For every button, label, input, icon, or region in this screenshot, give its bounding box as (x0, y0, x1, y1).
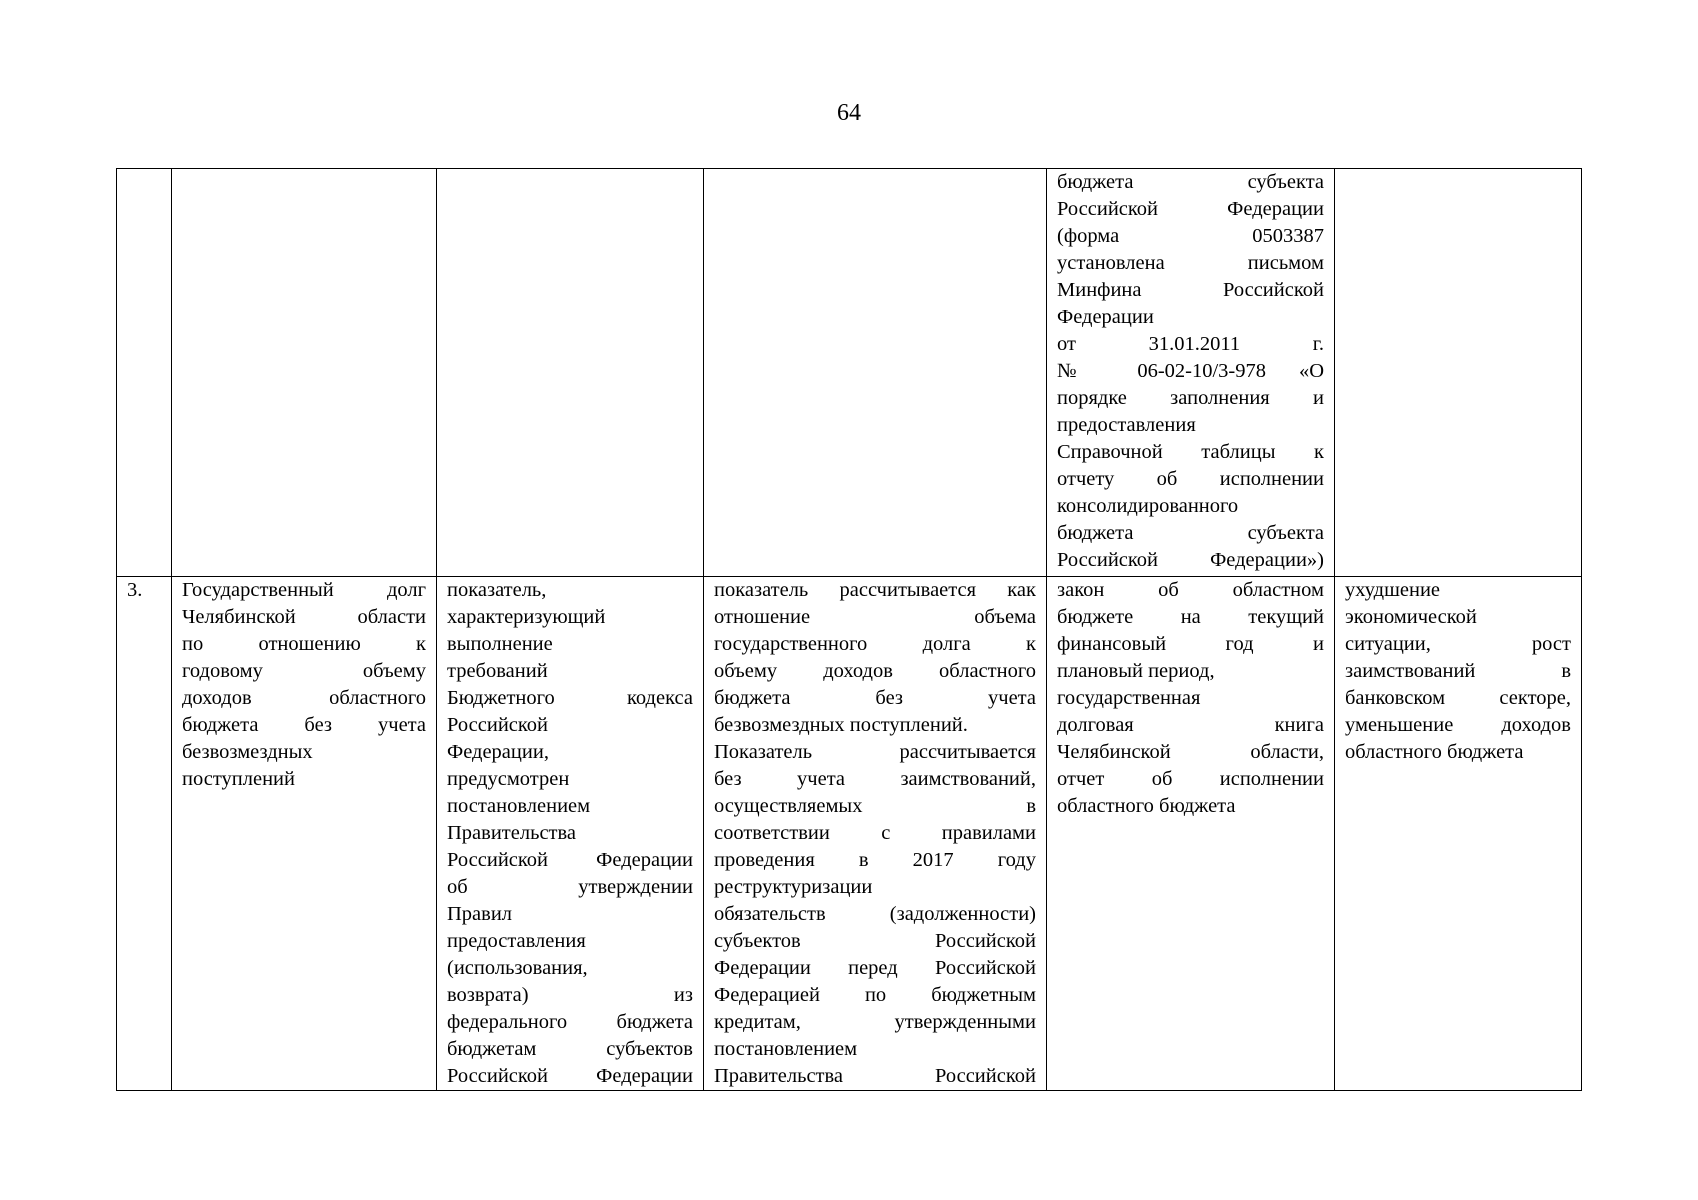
cell-risks (1335, 577, 1582, 1091)
text-line: Российской Федерации (1057, 198, 1324, 220)
cell-source-continued (1047, 169, 1335, 577)
text-line: (использования, (447, 957, 588, 979)
text-line: бюджета без учета (182, 714, 426, 736)
text-line: № 06-02-10/3-978 «О (1057, 360, 1324, 382)
text-line: осуществляемых в (714, 795, 1036, 817)
text-line: без учета заимствований, (714, 768, 1036, 790)
indicator-name-text (182, 577, 426, 793)
cell-method-empty (704, 169, 1047, 577)
cell-risk-empty (1335, 169, 1582, 577)
cell-description-empty (437, 169, 704, 577)
text-line: доходов областного (182, 687, 426, 709)
indicator-table (116, 168, 1582, 1091)
text-line: порядке заполнения и (1057, 387, 1324, 409)
text-line: ухудшение (1345, 579, 1441, 601)
table-row-continued (117, 169, 1582, 577)
text-line: Государственный долг (182, 579, 426, 601)
text-line: проведения в 2017 году (714, 849, 1036, 871)
text-line: по отношению к (182, 633, 426, 655)
text-line: уменьшение доходов (1345, 714, 1571, 736)
text-line: обязательств (задолженности) (714, 903, 1036, 925)
text-line: государственная (1057, 687, 1201, 709)
text-line: предоставления (1057, 414, 1196, 436)
text-line: плановый период, (1057, 660, 1215, 682)
text-line: отчет об исполнении (1057, 768, 1324, 790)
text-line: возврата) из (447, 984, 693, 1006)
text-line: годовому объему (182, 660, 426, 682)
text-line: банковском секторе, (1345, 687, 1571, 709)
text-line: областного бюджета (1345, 741, 1524, 763)
text-line: постановлением (714, 1038, 858, 1060)
text-line: Правил (447, 903, 513, 925)
text-line: ситуации, рост (1345, 633, 1571, 655)
text-line: требований (447, 660, 548, 682)
cell-indicator-description (437, 577, 704, 1091)
text-line: государственного долга к (714, 633, 1036, 655)
text-line: Бюджетного кодекса (447, 687, 693, 709)
text-line: Правительства Российской (714, 1065, 1036, 1087)
text-line: экономической (1345, 606, 1477, 628)
text-line: установлена письмом (1057, 252, 1324, 274)
text-line: показатель, (447, 579, 547, 601)
page-number: 64 (837, 100, 861, 126)
text-line: Федерации, (447, 741, 549, 763)
text-line: предоставления (447, 930, 586, 952)
text-line: кредитам, утвержденными (714, 1011, 1036, 1033)
text-line: Российской Федерации (447, 849, 693, 871)
text-line: заимствований в (1345, 660, 1571, 682)
text-line: Российской (447, 714, 549, 736)
text-line: федерального бюджета (447, 1011, 693, 1033)
source-continued-text (1057, 169, 1324, 574)
cell-number (117, 577, 172, 1091)
text-line: реструктуризации (714, 876, 873, 898)
risks-text (1345, 577, 1571, 766)
indicator-description-text (447, 577, 693, 1090)
text-line: безвозмездных (182, 741, 313, 763)
text-line: безвозмездных поступлений. (714, 714, 968, 736)
text-line: финансовый год и (1057, 633, 1324, 655)
text-line: Федерации (1057, 306, 1154, 328)
text-line: бюджета субъекта (1057, 522, 1324, 544)
text-line: закон об областном (1057, 579, 1324, 601)
text-line: предусмотрен (447, 768, 570, 790)
text-line: Федерацией по бюджетным (714, 984, 1036, 1006)
text-line: Российской Федерации») (1057, 549, 1324, 571)
text-line: от 31.01.2011 г. (1057, 333, 1324, 355)
text-line: Справочной таблицы к (1057, 441, 1324, 463)
text-line: характеризующий (447, 606, 606, 628)
table-row-3 (117, 577, 1582, 1091)
text-line: выполнение (447, 633, 553, 655)
cell-number-empty (117, 169, 172, 577)
text-line: Федерации перед Российской (714, 957, 1036, 979)
text-line: Челябинской области, (1057, 741, 1324, 763)
text-line: консолидированного (1057, 495, 1239, 517)
text-line: постановлением (447, 795, 591, 817)
cell-indicator-name (172, 577, 437, 1091)
text-line: поступлений (182, 768, 295, 790)
text-line: бюджета субъекта (1057, 171, 1324, 193)
text-line: Минфина Российской (1057, 279, 1324, 301)
text-line: показатель рассчитывается как (714, 579, 1036, 601)
cell-data-source (1047, 577, 1335, 1091)
cell-calculation-method (704, 577, 1047, 1091)
text-line: Российской Федерации (447, 1065, 693, 1087)
text-line: бюджета без учета (714, 687, 1036, 709)
text-line: субъектов Российской (714, 930, 1036, 952)
data-source-text (1057, 577, 1324, 820)
text-line: (форма 0503387 (1057, 225, 1324, 247)
text-line: отношение объема (714, 606, 1036, 628)
text-line: областного бюджета (1057, 795, 1236, 817)
cell-name-empty (172, 169, 437, 577)
text-line: бюджетам субъектов (447, 1038, 693, 1060)
text-line: об утверждении (447, 876, 693, 898)
row-number: 3. (127, 579, 143, 601)
calculation-method-text (714, 577, 1036, 1090)
text-line: Челябинской области (182, 606, 426, 628)
text-line: объему доходов областного (714, 660, 1036, 682)
text-line: Показатель рассчитывается (714, 741, 1036, 763)
text-line: соответствии с правилами (714, 822, 1036, 844)
text-line: бюджете на текущий (1057, 606, 1324, 628)
text-line: отчету об исполнении (1057, 468, 1324, 490)
text-line: долговая книга (1057, 714, 1324, 736)
text-line: Правительства (447, 822, 577, 844)
